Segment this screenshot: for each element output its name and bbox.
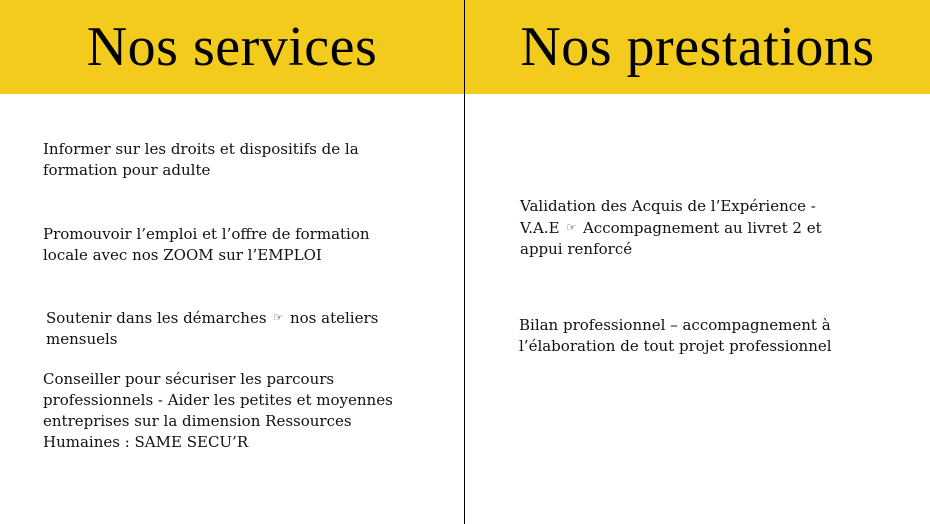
prestation-item-line: Bilan professionnel – accompagnement à [519,316,831,334]
service-item-line: entreprises sur la dimension Ressources [43,412,352,430]
prestation-item-line: appui renforcé [520,240,633,258]
service-item-text: nos ateliers [289,309,379,327]
service-item-line: locale avec nos ZOOM sur l’EMPLOI [43,246,322,264]
prestations-title: Nos prestations [520,16,875,78]
prestation-item-line: Validation des Acquis de l’Expérience - [520,197,816,215]
service-item-line: Informer sur les droits et dispositifs de la [43,140,359,158]
service-item-line: formation pour adulte [43,161,211,179]
prestation-item-text: V.A.E [520,219,560,237]
services-title: Nos services [86,16,378,78]
service-item-line: professionnels - Aider les petites et moyennes [43,391,393,409]
service-item-support [46,307,378,350]
prestation-item-vae [520,196,822,260]
service-item-line: mensuels [46,330,118,348]
service-item-promote [43,224,370,266]
service-item-line: Conseiller pour sécuriser les parcours [43,370,335,388]
services-header [0,0,464,94]
pointing-hand-icon: ☞ [273,311,284,324]
column-divider [464,0,465,524]
pointing-hand-icon: ☞ [566,221,577,234]
prestation-item-line: l’élaboration de tout projet professionnel [519,337,832,355]
service-item-line: Humaines : SAME SECU’R [43,433,249,451]
service-item-inform [43,139,359,181]
prestations-header [465,0,930,94]
prestation-item-text: Accompagnement au livret 2 et [582,219,822,237]
service-item-advise [43,369,393,453]
service-item-line: Promouvoir l’emploi et l’offre de formation [43,225,370,243]
prestation-item-bilan [519,315,832,357]
service-item-text: Soutenir dans les démarches [46,309,267,327]
